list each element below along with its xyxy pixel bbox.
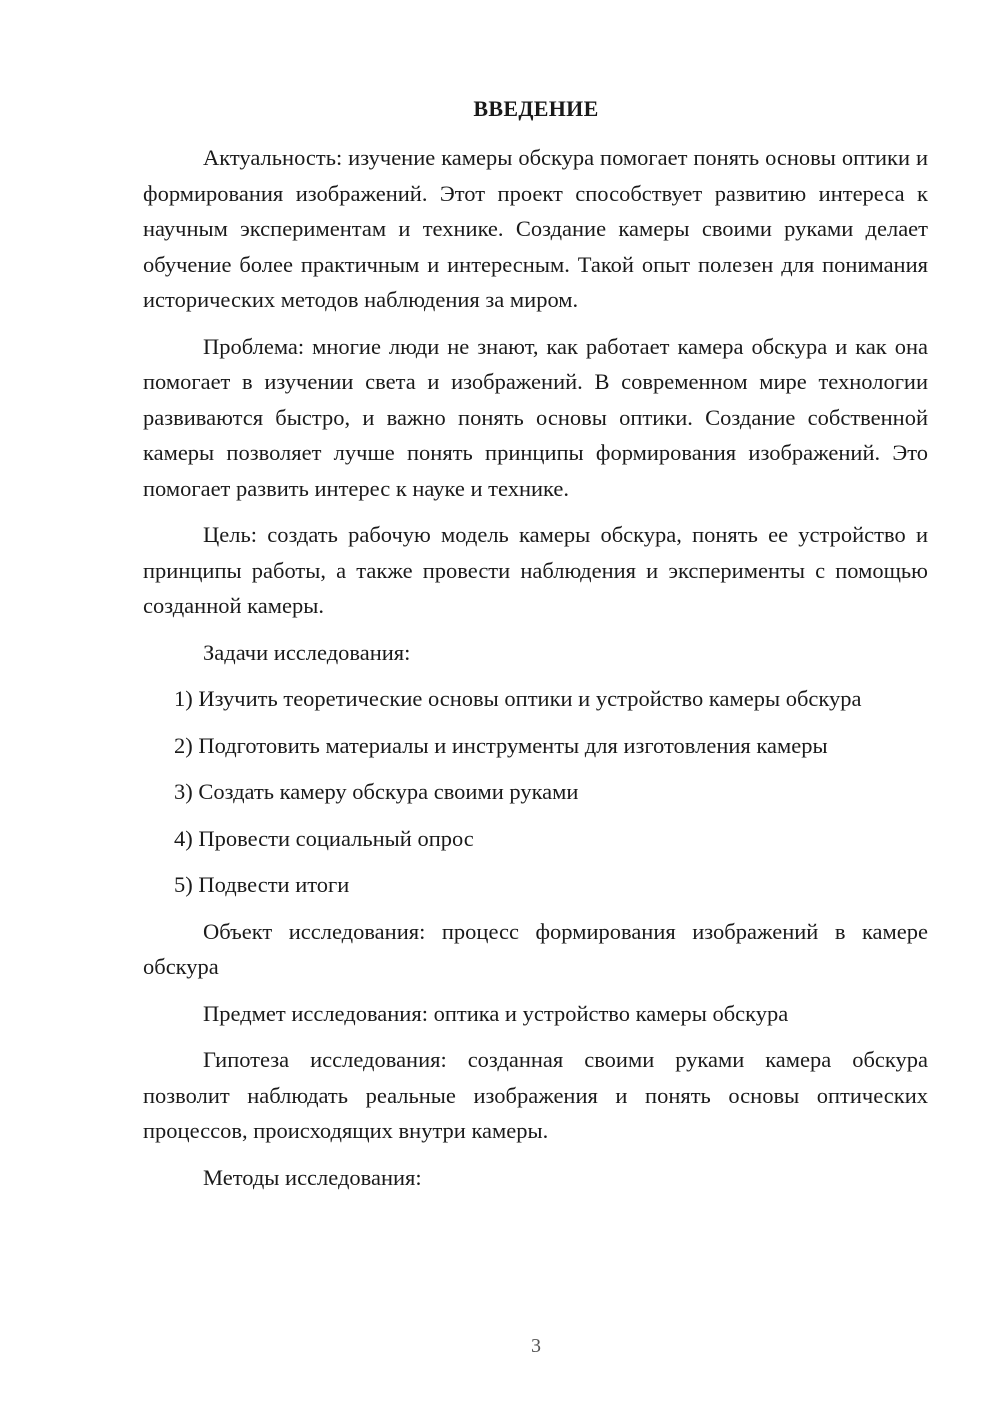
paragraph-tasks-heading: Задачи исследования: — [203, 639, 411, 665]
paragraph-object: Объект исследования: процесс формирования изображений в камере обскура — [143, 918, 928, 979]
paragraph-problem: Проблема: многие люди не знают, как работает камера обскура и как она помогает в изучении света и изображений. В современном мире технологии развиваются быстро, и важно понять основы оптики. Создание собственной камеры позволяет лучше понять принципы формирования изображений. Это помогает развить интерес к науке и технике. — [143, 333, 928, 501]
section-title: ВВЕДЕНИЕ — [473, 96, 599, 121]
task-item-5: 5) Подвести итоги — [174, 872, 350, 897]
task-item-4: 4) Провести социальный опрос — [174, 825, 474, 851]
paragraph-methods: Методы исследования: — [203, 1164, 422, 1190]
task-item-3: 3) Создать камеру обскура своими руками — [174, 779, 579, 804]
task-item-2: 2) Подготовить материалы и инструменты для изготовления камеры — [174, 732, 828, 758]
page-number: 3 — [531, 1335, 541, 1357]
paragraph-subject: Предмет исследования: оптика и устройство камеры обскура — [203, 1000, 789, 1026]
document-body — [143, 140, 928, 1206]
paragraph-hypothesis: Гипотеза исследования: созданная своими руками камера обскура позволит наблюдать реальные изображения и понять основы оптических процессов, происходящих внутри камеры. — [143, 1047, 928, 1143]
paragraph-goal: Цель: создать рабочую модель камеры обскура, понять ее устройство и принципы работы, а также провести наблюдения и эксперименты с помощью созданной камеры. — [143, 522, 928, 618]
task-item-1: 1) Изучить теоретические основы оптики и устройство камеры обскура — [174, 686, 862, 711]
paragraph-relevance: Актуальность: изучение камеры обскура помогает понять основы оптики и формирования изображений. Этот проект способствует развитию интереса к научным экспериментам и технике. Создание камеры своими руками делает обучение более практичным и интересным. Такой опыт полезен для понимания исторических методов наблюдения за миром. — [143, 145, 928, 312]
